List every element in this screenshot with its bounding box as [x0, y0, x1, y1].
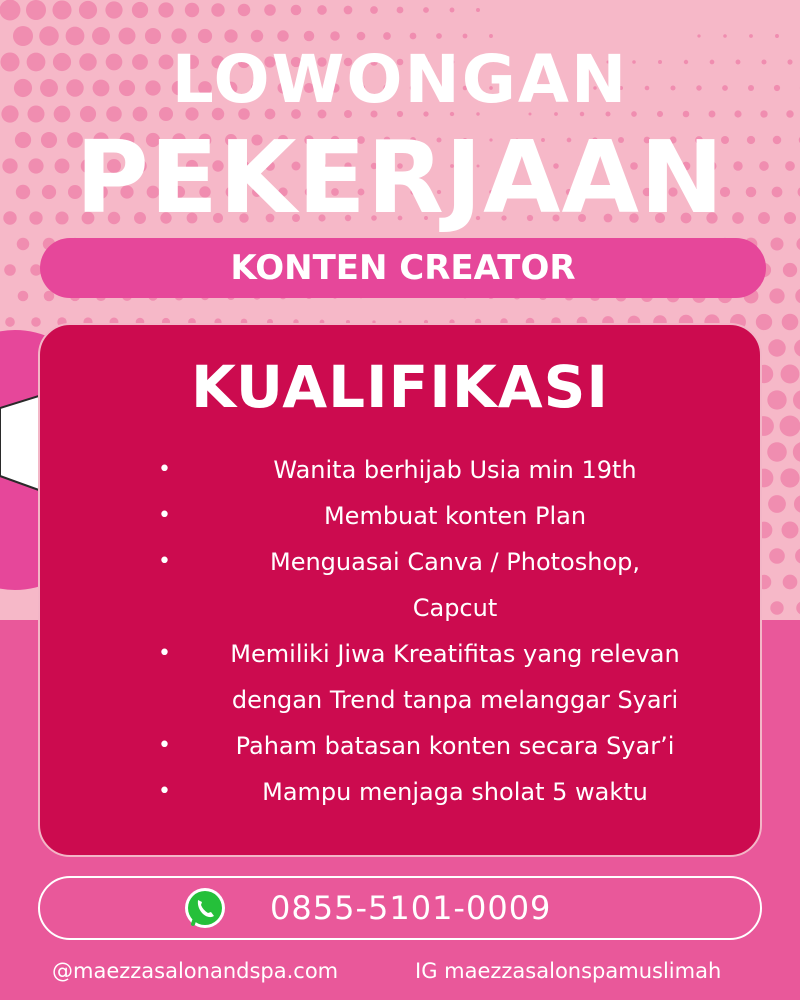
halftone-dot: [317, 5, 327, 15]
halftone-dot: [264, 4, 276, 16]
halftone-dot: [796, 601, 800, 615]
qualifications-card: [38, 323, 762, 857]
contact-bar: [38, 876, 762, 940]
halftone-dot: [17, 238, 29, 250]
halftone-dot: [450, 8, 455, 13]
halftone-dot: [26, 0, 46, 20]
halftone-dot: [410, 33, 417, 40]
qualification-item: [40, 769, 760, 815]
qualification-item: [40, 539, 760, 631]
qualification-text: Wanita berhijab Usia min 19th: [273, 456, 637, 484]
bullet-icon: •: [158, 779, 171, 804]
bullet-icon: •: [158, 733, 171, 758]
halftone-dot: [780, 468, 799, 487]
qualification-text: Membuat konten Plan: [323, 502, 587, 530]
qualification-text: Capcut: [412, 594, 498, 622]
qualifications-title: KUALIFIKASI: [190, 353, 610, 421]
halftone-dot: [291, 5, 302, 16]
halftone-dot: [31, 317, 41, 327]
qualification-text: Paham batasan konten secara Syar’i: [235, 732, 675, 760]
halftone-dot: [770, 237, 783, 250]
bullet-icon: •: [158, 549, 171, 574]
halftone-dot: [723, 34, 727, 38]
halftone-dot: [211, 3, 224, 16]
halftone-dot: [697, 34, 700, 37]
halftone-dot: [344, 6, 353, 15]
qualification-text: Memiliki Jiwa Kreatifitas yang relevan: [230, 640, 680, 668]
halftone-dot: [436, 33, 442, 39]
halftone-dot: [794, 339, 800, 357]
bullet-icon: •: [158, 641, 171, 666]
halftone-dot: [4, 264, 16, 276]
qualification-text: Mampu menjaga sholat 5 waktu: [262, 778, 648, 806]
halftone-dot: [769, 548, 785, 564]
halftone-dot: [749, 34, 753, 38]
halftone-dot: [794, 495, 800, 513]
halftone-dot: [767, 442, 787, 462]
halftone-dot: [185, 3, 199, 17]
footer-instagram[interactable]: IG maezzasalonspamuslimah: [415, 959, 722, 983]
halftone-dot: [52, 0, 71, 19]
halftone-dot: [383, 32, 391, 40]
halftone-dot: [476, 8, 480, 12]
halftone-dot: [795, 288, 800, 303]
halftone-dot: [775, 34, 779, 38]
role-banner: KONTEN CREATOR: [40, 238, 766, 298]
halftone-dot: [463, 34, 468, 39]
headline-lowongan: LOWONGAN: [171, 41, 629, 118]
halftone-dot: [79, 1, 97, 19]
halftone-dot: [18, 291, 29, 302]
halftone-dot: [796, 237, 800, 250]
bullet-icon: •: [158, 503, 171, 528]
qualification-text: dengan Trend tanpa melanggar Syari: [231, 686, 679, 714]
halftone-dot: [397, 7, 404, 14]
footer-email[interactable]: @maezzasalonandspa.com: [52, 959, 339, 983]
qualification-item: [40, 631, 760, 723]
halftone-dot: [489, 34, 493, 38]
halftone-dot: [756, 314, 772, 330]
halftone-dot: [783, 263, 797, 277]
halftone-dot: [423, 7, 429, 13]
qualifications-list: [40, 447, 760, 815]
halftone-dot: [0, 0, 20, 20]
halftone-dot: [769, 288, 784, 303]
qualification-text: Menguasai Canva / Photoshop,: [270, 548, 640, 576]
halftone-dot: [795, 548, 800, 564]
qualification-item: [40, 493, 760, 539]
halftone-dot: [782, 314, 799, 331]
halftone-dot: [5, 317, 15, 327]
halftone-dot: [770, 601, 783, 614]
whatsapp-icon[interactable]: [183, 886, 227, 930]
halftone-dot: [793, 390, 800, 410]
halftone-dot: [132, 2, 148, 18]
headline-pekerjaan: PEKERJAAN: [75, 119, 725, 236]
halftone-dot: [793, 442, 800, 462]
halftone-dot: [238, 4, 250, 16]
halftone-dot: [768, 495, 786, 513]
halftone-dot: [768, 339, 785, 356]
halftone-dot: [158, 2, 173, 17]
halftone-dot: [783, 575, 798, 590]
halftone-dot: [767, 390, 786, 409]
halftone-dot: [780, 416, 800, 437]
halftone-dot: [105, 1, 122, 18]
halftone-dot: [782, 522, 799, 539]
phone-number[interactable]: 0855-5101-0009: [270, 889, 552, 927]
qualification-item: [40, 723, 760, 769]
bullet-icon: •: [158, 457, 171, 482]
halftone-dot: [370, 6, 378, 14]
qualification-item: [40, 447, 760, 493]
halftone-dot: [781, 365, 800, 384]
